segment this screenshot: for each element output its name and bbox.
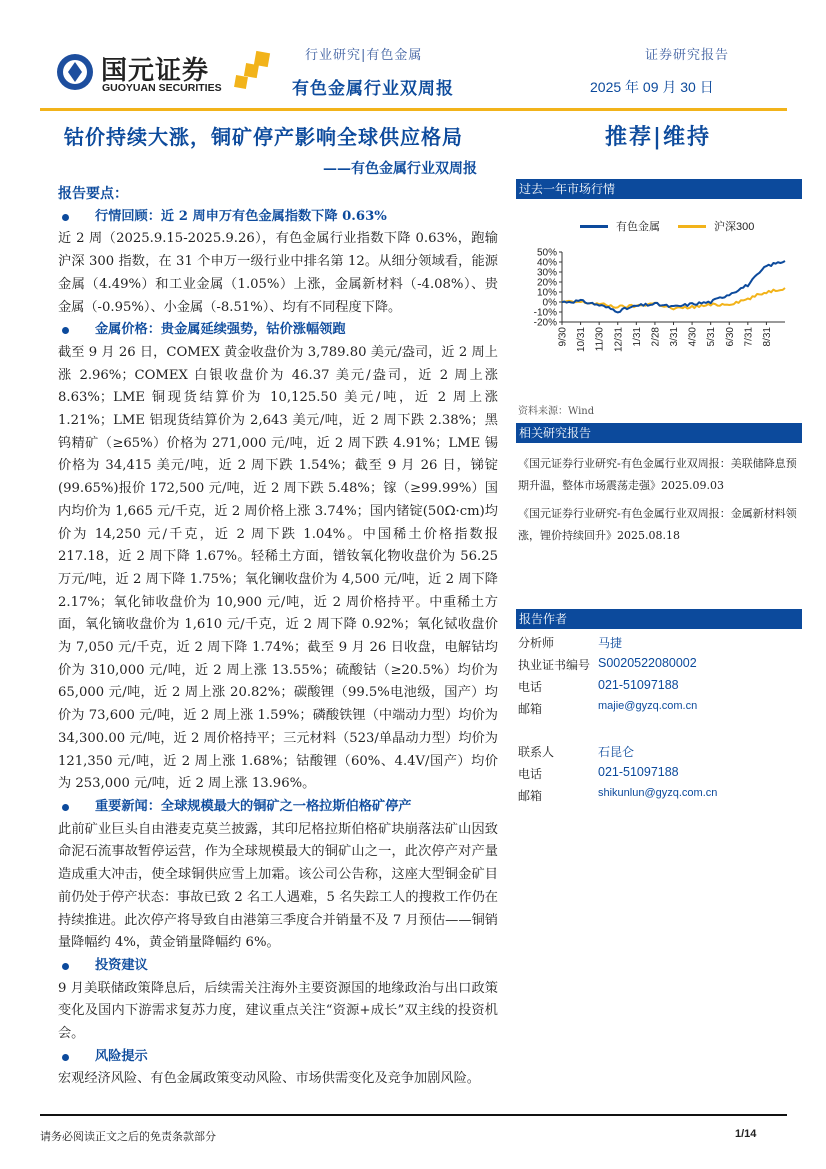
market-heading: 过去一年市场行情	[516, 179, 802, 199]
phone: 021-51097188	[598, 678, 679, 692]
legend-swatch-nonferrous	[580, 225, 608, 228]
legend-label: 有色金属	[616, 220, 660, 233]
bullet-icon	[62, 963, 69, 970]
y-tick-label: -20%	[533, 317, 557, 329]
email-link[interactable]: majie@gyzq.com.cn	[598, 700, 698, 712]
y-tick-label: 50%	[536, 247, 557, 259]
legend-label: 沪深300	[714, 221, 755, 233]
section-body: 宏观经济风险、有色金属政策变动风险、市场供需变化及竞争加剧风险。	[58, 1071, 480, 1087]
company-name-cn: 国元证券	[101, 56, 210, 86]
x-tick-label: 5/31	[706, 327, 718, 347]
author-heading: 报告作者	[516, 609, 802, 629]
header-divider	[40, 108, 787, 111]
section-body: 此前矿业巨头自由港麦克莫兰披露，其印尼格拉斯伯格矿块崩落法矿山因致命泥石流事故暂停运营，作为全球规模最大的铜矿山之一，此次停产对产量造成重大冲击，使全球铜供应雪上加霜。该公司公告称，这座大型铜金矿目前仍处于停产状态：事故已致 2 名工人遇难，5 名失踪工人的搜救工作仍在持续推进。此次停产将导致自由港第三季度合并销量不及 7 月预估——铜销量降幅约 4%，黄金销量降幅约 6%。	[58, 821, 498, 951]
y-tick-label: 10%	[536, 287, 557, 299]
section-heading: 重要新闻：全球规模最大的铜矿之一格拉斯伯格矿停产	[58, 796, 498, 819]
section-heading: 金属价格：贵金属延续强势，钴价涨幅领跑	[58, 319, 498, 342]
section-body: 截至 9 月 26 日，COMEX 黄金收盘价为 3,789.80 美元/盎司，近 2 周上涨 2.96%；COMEX 白银收盘价为 46.37 美元/盎司，近 2 周上涨 8.63%；LME 铜现货结算价为 10,125.50 美元/吨，近 2 周上涨 1.21%；LME 铝现货结算价为 2,643 美元/吨，近 2 周下跌 2.38%；黑钨精矿（≥65%）价格为 271,000 元/吨，近 2 周下跌 4.91%；LME 锡价格为 34,415 美元/吨，近 2 周下跌 1.54%；截至 9 月 26 日，锑锭(99.65%)报价 172,500 元/吨，近 2 周下跌 5.48%；镓（≥99.99%）国内均价为 1,665 元/千克，近 2 周价格上涨 3.74%；国内锗锭(50Ω·cm)均价为 14,250 元/千克，近 2 周下跌 1.04%。中国稀土价格指数报 217.18，近 2 周下降 1.67%。轻稀土方面，镨钕氧化物收盘价为 56.25 万元/吨，近 2 周下降 1.75%；氧化镧收盘价为 4,500 元/吨，近 2 周下降 2.17%；氧化铈收盘价为 10,900 元/吨，近 2 周价格持平。中重稀土方面，氧化镝收盘价为 1,610 元/千克，近 2 周下降 0.92%；氧化铽收盘价为 7,050 元/千克，近 2 周下降 1.74%；截至 9 月 26 日收盘，电解钴均价为 310,000 元/吨，近 2 周上涨 13.55%；硫酸钴（≥20.5%）均价为 65,000 元/吨，近 2 周上涨 20.82%；碳酸锂（99.5%电池级，国产）均价为 73,600 元/吨，近 2 周上涨 1.59%；磷酸铁锂（中端动力型）均价为 34,300.00 元/吨，近 2 周价格持平；三元材料（523/单晶动力型）均价为 121,350 元/吨，近 2 周上涨 1.68%；钴酸锂（60%、4.4V/国产）均价为 253,000 元/吨，近 2 周上涨 13.96%。	[58, 344, 498, 792]
bullet-icon	[62, 1054, 69, 1061]
y-tick-label: 30%	[536, 267, 557, 279]
email-link[interactable]: shikunlun@gyzq.com.cn	[598, 787, 718, 799]
company-logo	[55, 50, 280, 96]
section-heading: 行情回顾：近 2 周申万有色金属指数下降 0.63%	[58, 206, 498, 229]
y-tick-label: 40%	[536, 257, 557, 269]
report-type: 证券研究报告	[645, 48, 730, 63]
y-tick-label: 20%	[536, 277, 557, 289]
x-tick-label: 12/31	[613, 327, 625, 353]
related-heading: 相关研究报告	[516, 423, 802, 443]
page-title: 钴价持续大涨，铜矿停产影响全球供应格局	[64, 125, 463, 149]
analyst-name: 马捷	[598, 636, 623, 650]
contact-name: 石昆仑	[598, 745, 635, 759]
x-tick-label: 11/30	[594, 327, 606, 352]
key-points-heading: 报告要点：	[58, 186, 128, 202]
section-heading: 投资建议	[58, 955, 498, 978]
bullet-icon	[62, 327, 69, 334]
series-line-nonferrous	[562, 261, 785, 312]
chart-source: 资料来源：Wind	[518, 406, 595, 417]
key-points	[58, 183, 498, 1091]
section-body: 近 2 周（2025.9.15-2025.9.26），有色金属行业指数下降 0.63%，跑输沪深 300 指数，在 31 个申万一级行业中排名第 12。从细分领域看，能源金属（4.49%）和工业金属（1.05%）上涨，金属新材料（-4.08%）、贵金属（-0.95%）、小金属（-8.51%）、均有不同程度下降。	[58, 231, 498, 315]
x-tick-label: 2/28	[650, 327, 662, 347]
chart-legend	[580, 218, 754, 234]
page-number: 1/14	[735, 1128, 757, 1140]
series-title: 有色金属行业双周报	[292, 79, 454, 99]
related-report-link[interactable]: 《国元证券行业研究-有色金属行业双周报：金属新材料领涨，锂价持续回升》2025.08.18	[518, 507, 797, 542]
x-tick-label: 8/31	[761, 327, 773, 347]
x-tick-label: 10/31	[576, 327, 588, 353]
y-tick-label: -10%	[533, 307, 557, 319]
report-category: 行业研究|有色金属	[305, 48, 423, 63]
x-tick-label: 1/31	[631, 327, 643, 347]
footer-divider	[40, 1114, 787, 1116]
page-subtitle: ——有色金属行业双周报	[323, 161, 477, 177]
bullet-icon	[62, 804, 69, 811]
disclaimer-note: 请务必阅读正文之后的免责条款部分	[40, 1130, 216, 1143]
bullet-icon	[62, 214, 69, 221]
y-tick-label: 0%	[542, 297, 557, 309]
company-name-en: GUOYUAN SECURITIES	[102, 82, 222, 94]
x-tick-label: 3/31	[669, 327, 680, 347]
x-tick-label: 7/31	[743, 327, 755, 347]
market-chart	[530, 240, 790, 380]
section-body: 9 月美联储政策降息后，后续需关注海外主要资源国的地缘政治与出口政策变化及国内下游需求复苏力度，建议重点关注“资源+成长”双主线的投资机会。	[58, 980, 498, 1042]
rating-badge: 推荐|维持	[605, 124, 712, 150]
legend-swatch-csi300	[678, 225, 706, 228]
x-tick-label: 9/30	[557, 327, 569, 347]
related-report-link[interactable]: 《国元证券行业研究-有色金属行业双周报：美联储降息预期升温，整体市场震荡走强》2025.09.03	[518, 457, 797, 492]
report-date: 2025 年 09 月 30 日	[590, 79, 714, 95]
license-number: S0020522080002	[598, 656, 697, 670]
x-tick-label: 4/30	[687, 327, 699, 347]
section-heading: 风险提示	[58, 1046, 498, 1069]
x-tick-label: 6/30	[724, 327, 736, 347]
phone: 021-51097188	[598, 765, 679, 779]
